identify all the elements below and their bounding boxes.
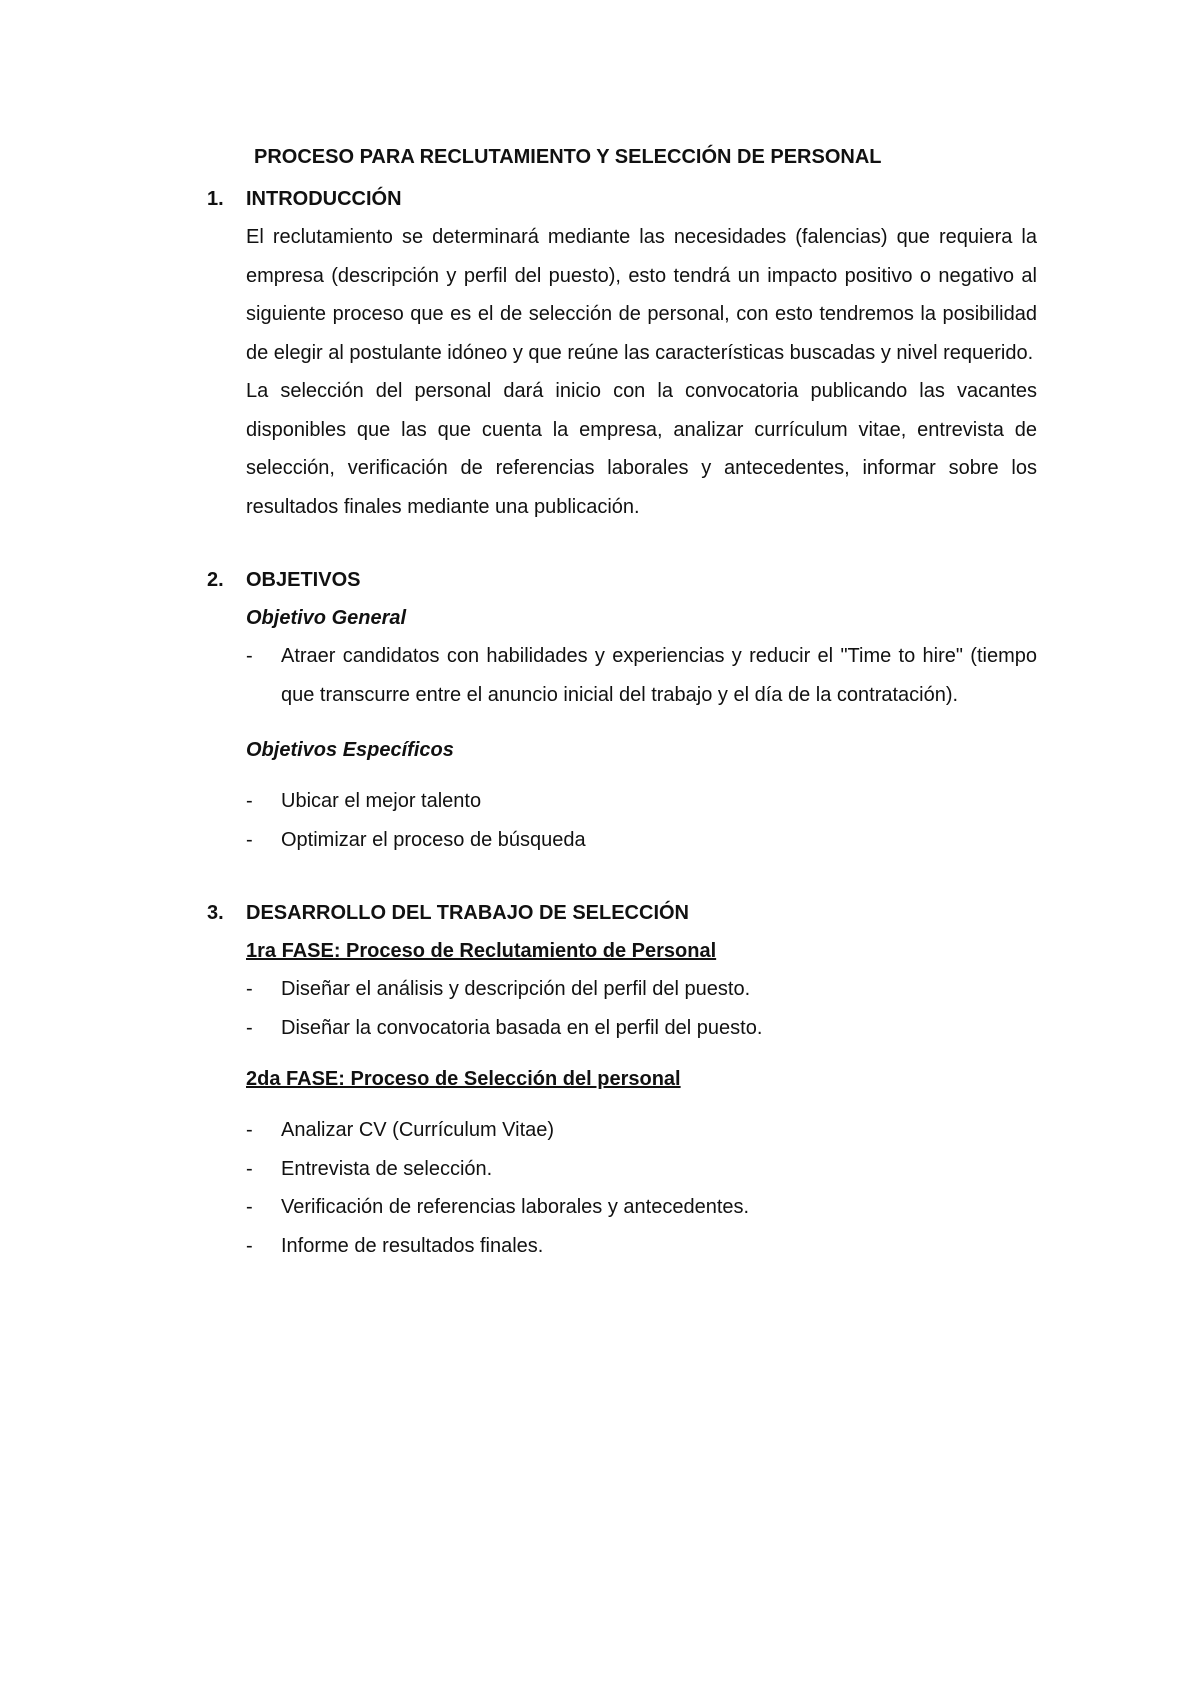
document-content [207, 138, 1037, 1265]
dash-bullet: - [246, 1157, 253, 1180]
section-title: DESARROLLO DEL TRABAJO DE SELECCIÓN [246, 902, 689, 924]
section-heading [207, 561, 1037, 599]
objetivo-general-title: Objetivo General [246, 607, 407, 629]
list-item [246, 1009, 1037, 1048]
section-number: 3. [207, 902, 224, 924]
spacer [246, 769, 1037, 782]
list-item [246, 1227, 1037, 1266]
section-body [207, 218, 1037, 526]
spacer [246, 714, 1037, 731]
dash-bullet: - [246, 828, 253, 851]
dash-bullet: - [246, 1016, 253, 1039]
phase-1-title: 1ra FASE: Proceso de Reclutamiento de Personal [246, 940, 717, 962]
dash-bullet: - [246, 645, 253, 667]
section-title: INTRODUCCIÓN [246, 188, 402, 210]
list-item-text: Diseñar el análisis y descripción del perfil del puesto. [281, 978, 751, 1000]
section-objetivos [207, 561, 1037, 859]
list-item [246, 970, 1037, 1009]
section-title: OBJETIVOS [246, 569, 361, 591]
dash-bullet: - [246, 1196, 253, 1218]
phase-1-list [246, 970, 1037, 1047]
list-item [246, 1150, 1037, 1189]
list-item [246, 637, 1037, 714]
phase-2-list [246, 1111, 1037, 1265]
intro-paragraph-2: La selección del personal dará inicio con la convocatoria publicando las vacantes disponibles que las que cuenta la empresa, analizar currículum vitae, entrevista de selección, verificación de referencias laborales y antecedentes, informar sobre los resultados finales mediante una publicación. [246, 380, 1037, 518]
section-introduccion [207, 180, 1037, 526]
objetivos-especificos-list [246, 782, 1037, 859]
section-heading [207, 894, 1037, 932]
section-number: 2. [207, 569, 224, 591]
spacer [207, 526, 1037, 561]
list-item-text: Ubicar el mejor talento [281, 790, 482, 812]
section-body [207, 932, 1037, 1265]
list-item-text: Entrevista de selección. [281, 1157, 493, 1180]
spacer [246, 1047, 1037, 1060]
list-item-text: Informe de resultados finales. [281, 1234, 544, 1257]
list-item-text: Optimizar el proceso de búsqueda [281, 828, 586, 851]
section-desarrollo [207, 894, 1037, 1265]
objetivo-general-list [246, 637, 1037, 714]
list-item-text: Diseñar la convocatoria basada en el perfil del puesto. [281, 1016, 763, 1039]
spacer [207, 859, 1037, 894]
list-item-text: Atraer candidatos con habilidades y experiencias y reducir el "Time to hire" (tiempo que transcurre entre el anuncio inicial del trabajo y el día de la contratación). [281, 645, 1037, 706]
list-item-text: Analizar CV (Currículum Vitae) [281, 1119, 555, 1141]
list-item [246, 821, 1037, 860]
section-number: 1. [207, 188, 224, 210]
spacer [246, 1098, 1037, 1111]
dash-bullet: - [246, 790, 253, 812]
dash-bullet: - [246, 978, 253, 1000]
list-item [246, 782, 1037, 821]
list-item-text: Verificación de referencias laborales y antecedentes. [281, 1196, 750, 1218]
section-heading [207, 180, 1037, 218]
list-item [246, 1111, 1037, 1150]
intro-paragraph-1: El reclutamiento se determinará mediante las necesidades (falencias) que requiera la empresa (descripción y perfil del puesto), esto tendrá un impacto positivo o negativo al siguiente proceso que es el de selección de personal, con esto tendremos la posibilidad de elegir al postulante idóneo y que reúne las características buscadas y nivel requerido. [246, 226, 1037, 364]
section-body [207, 599, 1037, 859]
dash-bullet: - [246, 1234, 253, 1257]
document-title: PROCESO PARA RECLUTAMIENTO Y SELECCIÓN DE PERSONAL [254, 146, 882, 168]
list-item [246, 1188, 1037, 1227]
phase-2-title: 2da FASE: Proceso de Selección del personal [246, 1068, 681, 1090]
objetivos-especificos-title: Objetivos Específicos [246, 739, 454, 761]
dash-bullet: - [246, 1119, 253, 1141]
